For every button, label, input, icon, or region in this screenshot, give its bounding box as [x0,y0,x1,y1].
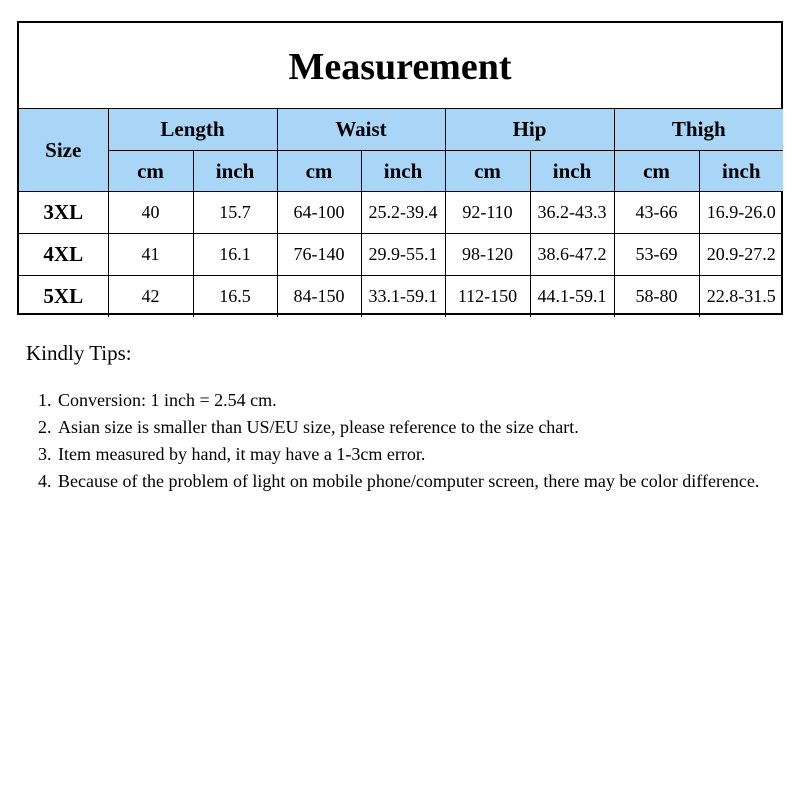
table-row [19,192,783,234]
kindly-tips [26,340,766,495]
unit-header: inch [699,151,783,192]
size-chart [17,21,783,315]
table-cell: 76-140 [277,234,361,276]
table-cell: 25.2-39.4 [361,192,445,234]
table-cell: 44.1-59.1 [530,276,614,318]
table-cell: 33.1-59.1 [361,276,445,318]
table-cell: 112-150 [445,276,530,318]
size-label: 3XL [19,192,108,234]
unit-header: cm [108,151,193,192]
table-cell: 98-120 [445,234,530,276]
table-cell: 43-66 [614,192,699,234]
table-cell: 40 [108,192,193,234]
tip-item: 1. Conversion: 1 inch = 2.54 cm. [56,387,766,414]
table-cell: 58-80 [614,276,699,318]
unit-header: inch [361,151,445,192]
unit-header: cm [614,151,699,192]
group-header-length: Length [108,109,277,151]
group-header-hip: Hip [445,109,614,151]
chart-title: Measurement [19,23,781,109]
tip-item: 3. Item measured by hand, it may have a 1-3cm error. [56,441,766,468]
table-cell: 92-110 [445,192,530,234]
table-cell: 53-69 [614,234,699,276]
size-label: 4XL [19,234,108,276]
tips-list [26,387,766,495]
header-row-groups [19,109,783,151]
size-header: Size [19,109,108,192]
table-cell: 15.7 [193,192,277,234]
tips-title: Kindly Tips: [26,341,132,365]
table-cell: 16.5 [193,276,277,318]
unit-header: inch [530,151,614,192]
table-cell: 22.8-31.5 [699,276,783,318]
table-cell: 16.1 [193,234,277,276]
table-cell: 41 [108,234,193,276]
unit-header: inch [193,151,277,192]
table-row [19,276,783,318]
unit-header: cm [277,151,361,192]
table-cell: 42 [108,276,193,318]
table-cell: 84-150 [277,276,361,318]
group-header-waist: Waist [277,109,445,151]
size-table [19,109,783,317]
table-cell: 16.9-26.0 [699,192,783,234]
unit-header: cm [445,151,530,192]
table-cell: 64-100 [277,192,361,234]
header-row-units [19,151,783,192]
table-row [19,234,783,276]
table-cell: 20.9-27.2 [699,234,783,276]
table-cell: 36.2-43.3 [530,192,614,234]
table-cell: 38.6-47.2 [530,234,614,276]
group-header-thigh: Thigh [614,109,783,151]
tip-item: 2. Asian size is smaller than US/EU size, please reference to the size chart. [56,414,766,441]
tip-item: 4. Because of the problem of light on mobile phone/computer screen, there may be color difference. [56,468,766,495]
size-label: 5XL [19,276,108,318]
table-cell: 29.9-55.1 [361,234,445,276]
